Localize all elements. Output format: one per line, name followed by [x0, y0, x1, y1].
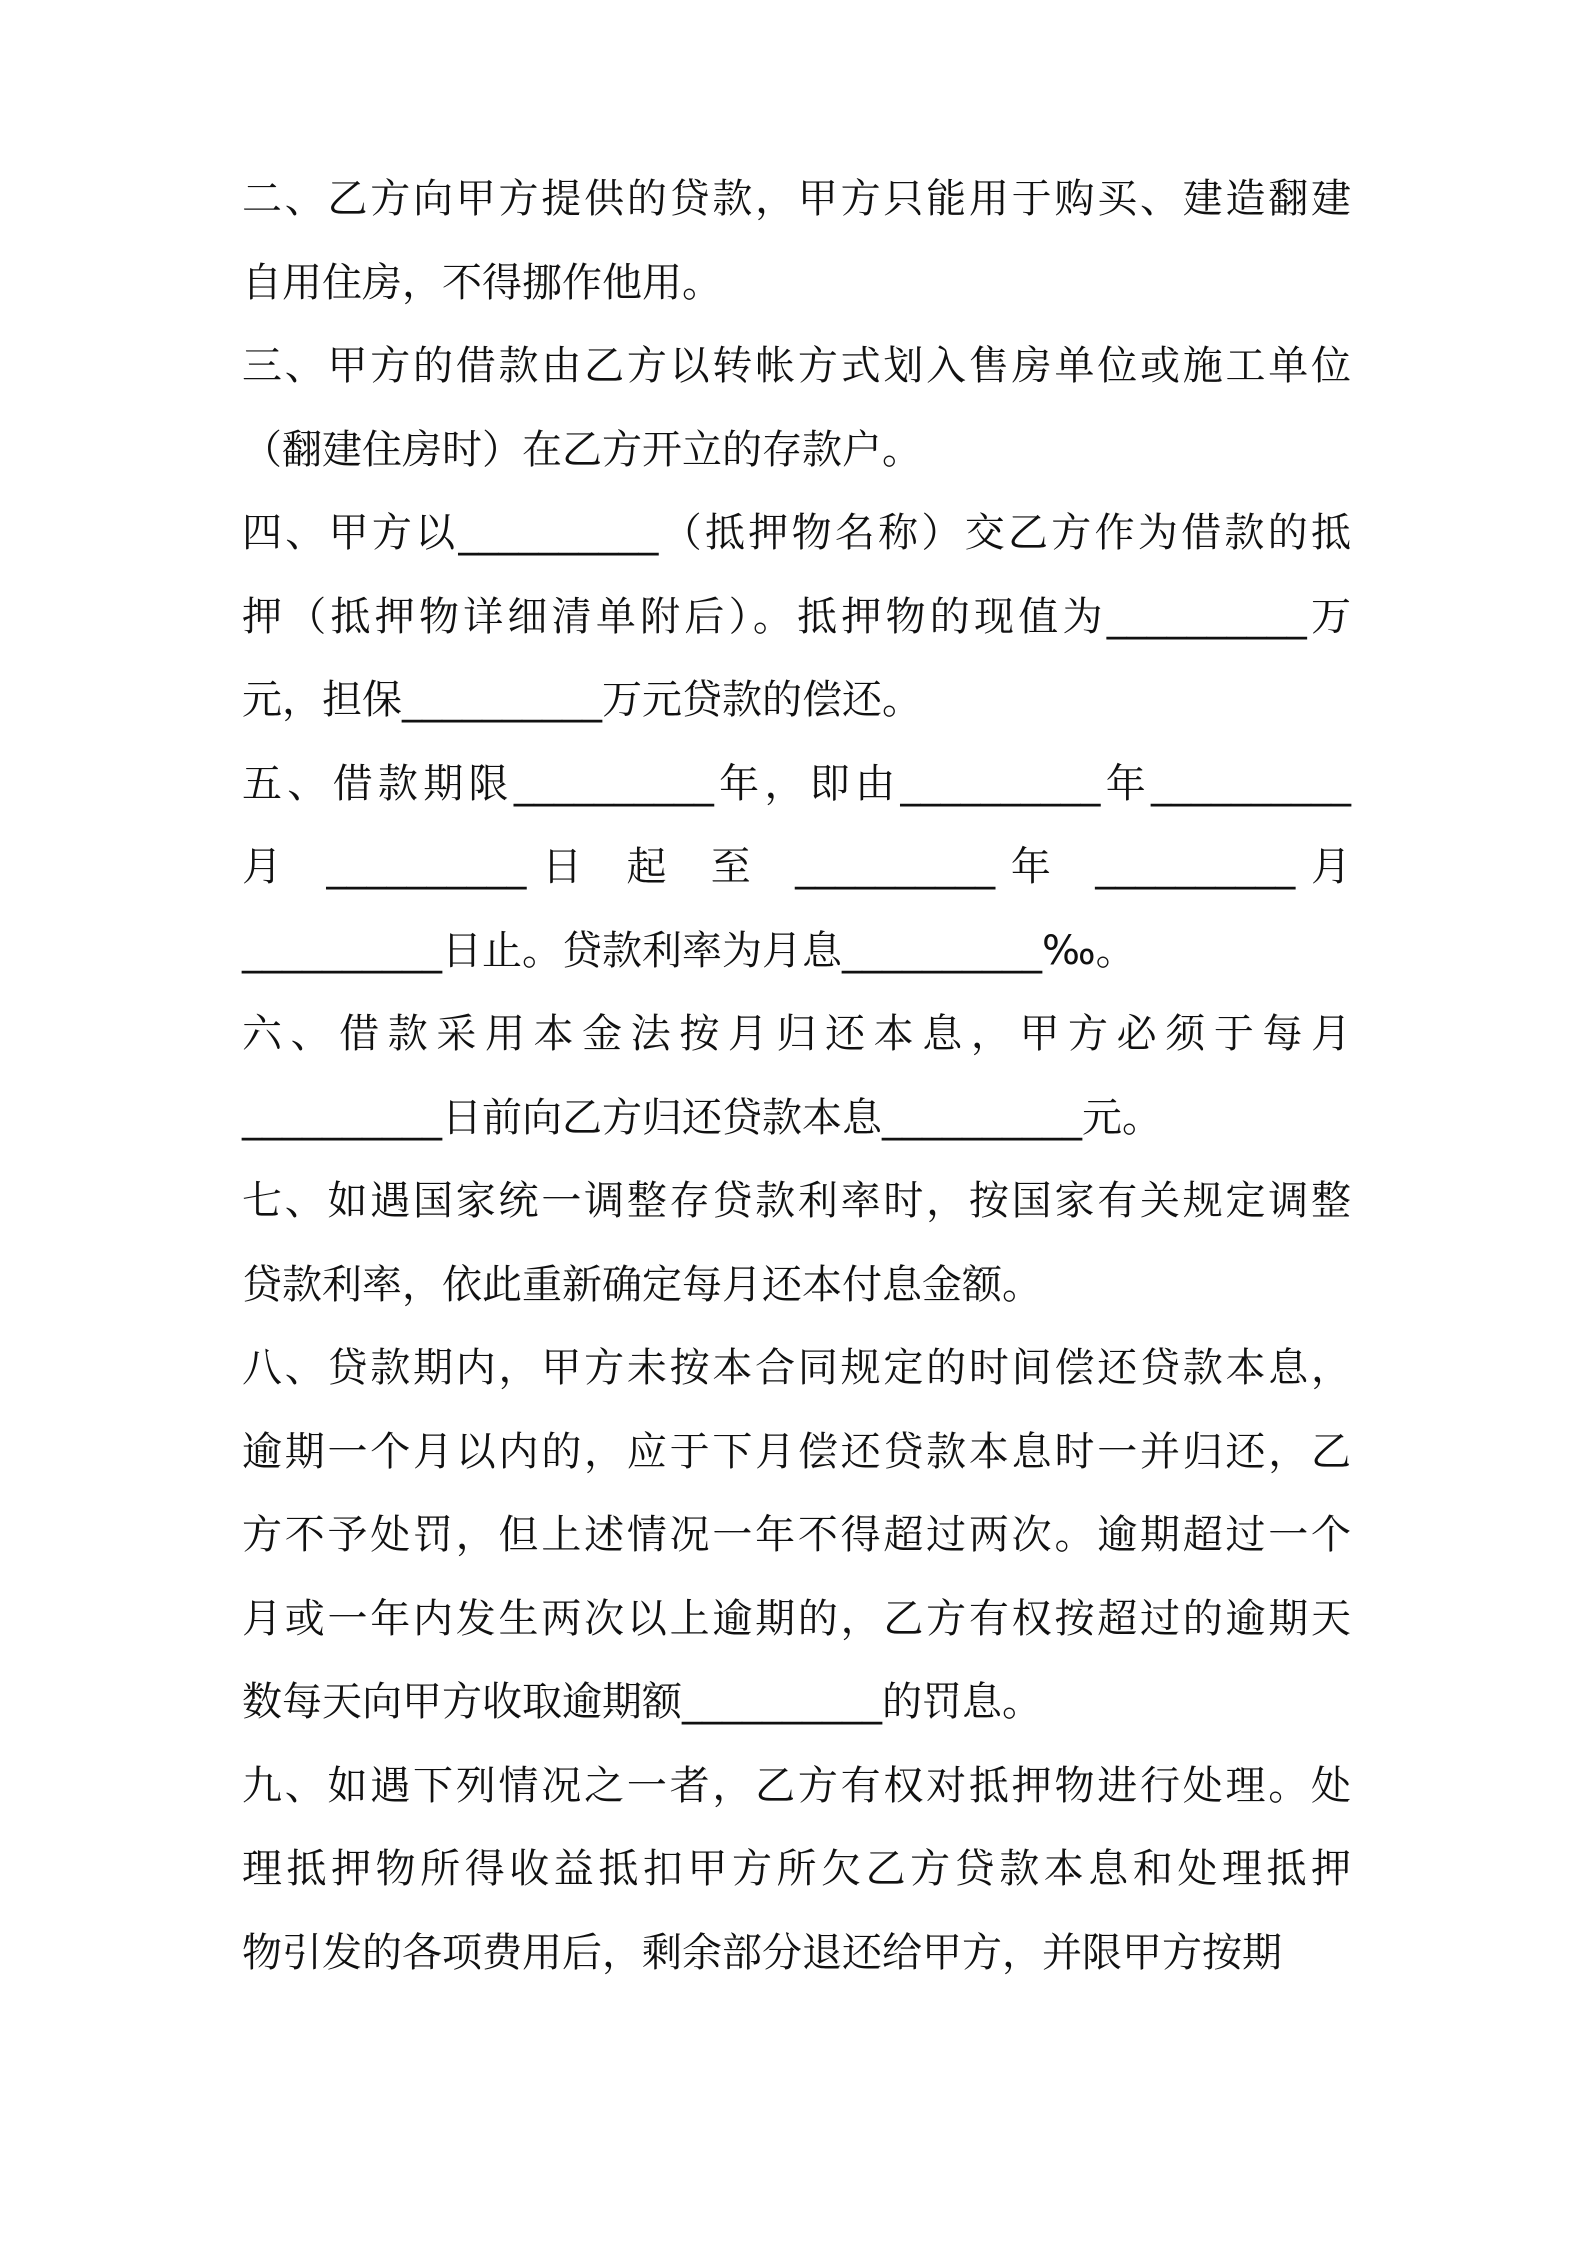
clause-line: 六、借款采用本金法按月归还本息，甲方必须于每月: [242, 1011, 1351, 1057]
clause-line: 方不予处罚，但上述情况一年不得超过两次。逾期超过一个: [242, 1512, 1351, 1558]
clause-line: __________日止。贷款利率为月息__________‰。: [242, 928, 1136, 974]
clause-line: 贷款利率，依此重新确定每月还本付息金额。: [242, 1262, 1042, 1308]
clause-line: 自用住房，不得挪作他用。: [242, 260, 722, 306]
clause-line: （翻建住房时）在乙方开立的存款户。: [242, 427, 922, 473]
clause-line: 月 __________日 起 至 __________年 __________月: [242, 844, 1351, 890]
clause-line: 物引发的各项费用后，剩余部分退还给甲方，并限甲方按期: [242, 1930, 1282, 1976]
clause-line: 押（抵押物详细清单附后）。抵押物的现值为__________万: [242, 594, 1351, 640]
document-body: [242, 0, 1351, 2244]
clause-line: 月或一年内发生两次以上逾期的，乙方有权按超过的逾期天: [242, 1596, 1351, 1642]
clause-line: 五、借款期限__________年，即由__________年__________: [242, 761, 1351, 807]
clause-line: 元，担保__________万元贷款的偿还。: [242, 677, 922, 723]
clause-line: 三、甲方的借款由乙方以转帐方式划入售房单位或施工单位: [242, 343, 1351, 389]
clause-line: __________日前向乙方归还贷款本息__________元。: [242, 1095, 1162, 1141]
clause-line: 七、如遇国家统一调整存贷款利率时，按国家有关规定调整: [242, 1178, 1351, 1224]
clause-line: 逾期一个月以内的，应于下月偿还贷款本息时一并归还，乙: [242, 1429, 1351, 1475]
clause-line: 二、乙方向甲方提供的贷款，甲方只能用于购买、建造翻建: [242, 176, 1351, 222]
clause-line: 四、甲方以__________（抵押物名称）交乙方作为借款的抵: [242, 510, 1351, 556]
clause-line: 九、如遇下列情况之一者，乙方有权对抵押物进行处理。处: [242, 1763, 1351, 1809]
clause-line: 八、贷款期内，甲方未按本合同规定的时间偿还贷款本息，: [242, 1345, 1351, 1391]
clause-line: 数每天向甲方收取逾期额__________的罚息。: [242, 1679, 1042, 1725]
clause-line: 理抵押物所得收益抵扣甲方所欠乙方贷款本息和处理抵押: [242, 1846, 1351, 1892]
